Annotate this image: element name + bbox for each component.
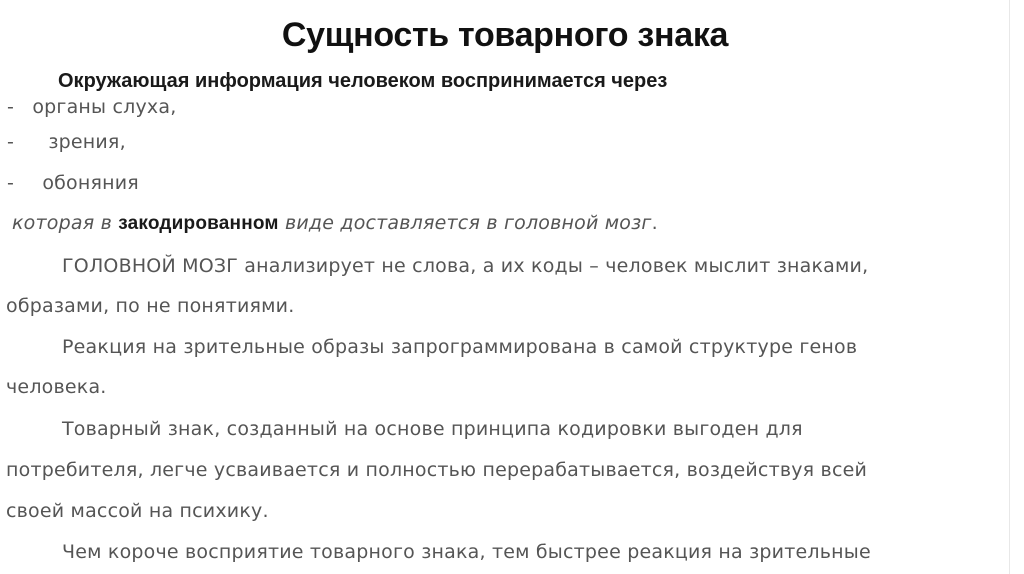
list-dash: -: [7, 172, 15, 194]
paragraph-reaction-line2: человека.: [6, 376, 107, 398]
list-dash: -: [7, 96, 15, 118]
sense-item-smell: [7, 172, 139, 194]
slide-border: [1009, 0, 1010, 574]
paragraph-trademark-line3: своей массой на психику.: [6, 500, 269, 522]
slide-title: Сущность товарного знака: [281, 16, 729, 54]
sense-label: обоняния: [42, 172, 139, 194]
paragraph-brain-line1: ГОЛОВНОЙ МОЗГ анализирует не слова, а их коды – человек мыслит знаками,: [62, 255, 869, 277]
slide-subtitle: Окружающая информация человеком воспринимается через: [58, 70, 668, 92]
sense-label: зрения,: [48, 131, 126, 153]
coded-emphasis: закодированном: [118, 213, 279, 234]
sense-label: органы слуха,: [32, 96, 177, 118]
coded-after: виде доставляется в головной мозг: [278, 212, 652, 234]
paragraph-trademark-line2: потребителя, легче усваивается и полностью перерабатывается, воздействуя всей: [6, 459, 868, 481]
paragraph-shorter-line1: Чем короче восприятие товарного знака, тем быстрее реакция на зрительные: [62, 541, 871, 563]
list-dash: -: [7, 131, 15, 153]
coded-end: .: [651, 212, 658, 234]
paragraph-brain-line2: образами, по не понятиями.: [6, 295, 295, 317]
coded-sentence: [12, 212, 658, 235]
sense-item-hearing: [7, 96, 176, 118]
paragraph-reaction-line1: Реакция на зрительные образы запрограммирована в самой структуре генов: [62, 336, 858, 358]
sense-item-vision: [7, 131, 126, 153]
paragraph-trademark-line1: Товарный знак, созданный на основе принципа кодировки выгоден для: [62, 418, 803, 440]
coded-before: которая в: [12, 212, 119, 234]
